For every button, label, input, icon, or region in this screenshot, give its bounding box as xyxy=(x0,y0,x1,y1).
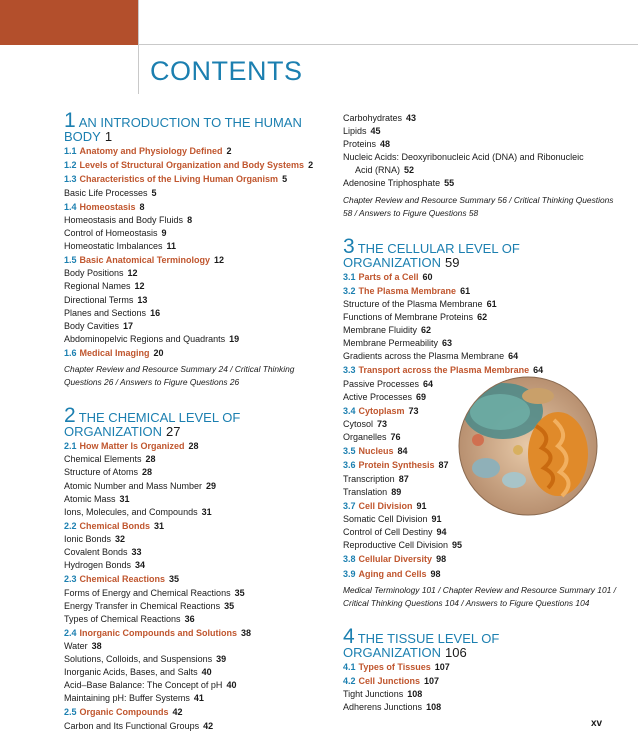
section-number: 4.1 xyxy=(343,661,356,672)
entry-page: 12 xyxy=(134,281,145,292)
toc-entry[interactable] xyxy=(64,453,332,466)
chapter-page: 1 xyxy=(104,129,113,144)
entry-page: 45 xyxy=(370,126,381,137)
entry-title: Body Cavities xyxy=(64,320,120,331)
section-page: 64 xyxy=(533,365,544,376)
section-title: Nucleus xyxy=(358,446,394,457)
section-page: 2 xyxy=(226,146,232,156)
entry-page: 64 xyxy=(508,351,519,362)
section-title: Chemical Reactions xyxy=(79,574,166,585)
chapter-heading[interactable] xyxy=(64,109,332,144)
entry-page: 73 xyxy=(377,419,388,430)
section-title: Parts of a Cell xyxy=(358,271,419,282)
toc-section-entry[interactable] xyxy=(64,346,332,360)
chapter-heading[interactable] xyxy=(64,404,332,440)
entry-page: 89 xyxy=(391,486,402,497)
entry-page: 64 xyxy=(423,378,434,389)
section-page: 20 xyxy=(153,347,164,358)
entry-page: 31 xyxy=(119,493,130,504)
entry-page: 38 xyxy=(91,641,102,651)
section-number: 3.3 xyxy=(343,365,356,376)
entry-page: 9 xyxy=(161,228,167,238)
section-title: The Plasma Membrane xyxy=(358,285,457,296)
entry-title: Regional Names xyxy=(64,281,131,292)
entry-title: Proteins xyxy=(343,139,377,150)
section-page: 35 xyxy=(169,574,180,585)
section-page: 60 xyxy=(422,271,433,282)
section-page: 5 xyxy=(282,174,288,185)
entry-title: Chemical Elements xyxy=(64,454,142,465)
entry-title: Membrane Fluidity xyxy=(343,325,418,336)
entry-title: Atomic Number and Mass Number xyxy=(64,480,203,491)
chapter-title: THE CHEMICAL LEVEL OF ORGANIZATION xyxy=(64,410,241,440)
entry-title: Forms of Energy and Chemical Reactions xyxy=(64,587,231,598)
toc-entry-list xyxy=(343,112,623,191)
toc-left-column xyxy=(64,109,332,733)
section-page: 31 xyxy=(154,520,165,531)
entry-title: Hydrogen Bonds xyxy=(64,560,132,571)
entry-page: 33 xyxy=(131,547,142,558)
spacer xyxy=(343,220,623,238)
spacer xyxy=(343,610,623,628)
entry-page: 69 xyxy=(416,391,427,402)
entry-title: Control of Homeostasis xyxy=(64,228,158,238)
entry-title: Water xyxy=(64,641,88,651)
toc-entry-list xyxy=(343,660,623,715)
section-title: Organic Compounds xyxy=(79,707,169,718)
entry-title: Covalent Bonds xyxy=(64,547,128,558)
toc-entry[interactable] xyxy=(343,324,623,337)
entry-page: 42 xyxy=(203,720,214,731)
page-title: CONTENTS xyxy=(150,56,303,86)
chapter-number: 1 xyxy=(64,109,76,132)
entry-page: 19 xyxy=(229,333,240,344)
entry-title: Somatic Cell Division xyxy=(343,514,428,525)
corner-color-block xyxy=(0,0,138,45)
toc-entry[interactable] xyxy=(343,350,623,363)
chapter-title: THE CELLULAR LEVEL OF ORGANIZATION xyxy=(343,240,520,270)
entry-title: Atomic Mass xyxy=(64,493,116,504)
section-page: 98 xyxy=(436,554,447,565)
entry-title: Adenosine Triphosphate xyxy=(343,178,441,189)
chapter-heading[interactable] xyxy=(343,234,623,270)
toc-entry[interactable] xyxy=(64,466,332,479)
section-number: 1.2 xyxy=(64,160,77,171)
toc-section-entry[interactable] xyxy=(64,253,332,267)
toc-section-entry[interactable] xyxy=(343,660,623,674)
toc-entry[interactable] xyxy=(64,214,332,227)
spacer xyxy=(64,389,332,407)
entry-page: 13 xyxy=(137,294,148,305)
entry-title: Translation xyxy=(343,486,388,497)
toc-entry[interactable] xyxy=(64,679,332,692)
section-number: 2.4 xyxy=(64,627,77,638)
section-number: 3.1 xyxy=(343,271,356,282)
section-page: 73 xyxy=(408,405,419,416)
section-title: Cell Division xyxy=(358,500,413,511)
entry-title: Abdominopelvic Regions and Quadrants xyxy=(64,333,226,344)
entry-page: 32 xyxy=(115,534,126,545)
entry-title: Reproductive Cell Division xyxy=(343,540,449,551)
entry-title: Homeostasis and Body Fluids xyxy=(64,214,184,225)
entry-page: 40 xyxy=(201,667,212,678)
section-number: 1.3 xyxy=(64,174,77,185)
section-number: 1.4 xyxy=(64,201,77,212)
toc-entry[interactable] xyxy=(343,138,623,151)
entry-title: Transcription xyxy=(343,473,395,484)
entry-page: 39 xyxy=(216,654,227,665)
entry-page: 16 xyxy=(150,307,161,318)
section-page: 98 xyxy=(430,568,441,579)
section-number: 3.5 xyxy=(343,446,356,457)
entry-title: Passive Processes xyxy=(343,378,420,389)
entry-page: 31 xyxy=(201,506,212,517)
toc-entry[interactable] xyxy=(64,559,332,572)
chapter-title: AN INTRODUCTION TO THE HUMAN BODY xyxy=(64,115,302,144)
toc-entry[interactable] xyxy=(64,267,332,280)
entry-page: 94 xyxy=(436,527,447,538)
entry-title: Homeostatic Imbalances xyxy=(64,241,163,252)
toc-entry[interactable] xyxy=(64,546,332,559)
toc-section-entry[interactable] xyxy=(343,567,623,581)
section-title: Anatomy and Physiology Defined xyxy=(79,146,223,156)
toc-section-entry[interactable] xyxy=(343,284,623,298)
entry-title: Structure of the Plasma Membrane xyxy=(343,298,483,309)
section-number: 3.7 xyxy=(343,500,356,511)
toc-entry[interactable] xyxy=(64,227,332,240)
section-title: Transport across the Plasma Membrane xyxy=(358,365,530,376)
toc-entry-list xyxy=(64,439,332,733)
entry-title: Structure of Atoms xyxy=(64,467,139,478)
section-page: 38 xyxy=(241,627,252,638)
section-number: 3.6 xyxy=(343,460,356,471)
toc-entry[interactable] xyxy=(64,280,332,293)
chapter-summary: Medical Terminology 101 / Chapter Review and Resource Summary 101 / Critical Thinking Questions 104 / Answers to Figure Questions 104 xyxy=(343,584,616,608)
entry-title: Directional Terms xyxy=(64,294,134,305)
toc-entry[interactable] xyxy=(64,692,332,705)
toc-entry[interactable] xyxy=(64,187,332,200)
toc-entry[interactable] xyxy=(343,177,623,190)
toc-entry[interactable] xyxy=(343,701,623,714)
section-page: 12 xyxy=(214,255,225,266)
entry-page: 48 xyxy=(380,139,391,150)
section-title: Types of Tissues xyxy=(358,661,431,672)
section-number: 3.4 xyxy=(343,405,356,416)
section-number: 2.2 xyxy=(64,520,77,531)
entry-title: Ions, Molecules, and Compounds xyxy=(64,506,198,517)
section-page: 8 xyxy=(139,201,145,212)
entry-page: 52 xyxy=(404,165,415,176)
entry-title: Carbon and Its Functional Groups xyxy=(64,720,200,731)
toc-entry[interactable] xyxy=(64,294,332,307)
section-page: 84 xyxy=(397,446,408,457)
entry-title: Planes and Sections xyxy=(64,307,147,318)
section-title: Cell Junctions xyxy=(358,675,421,686)
section-page: 28 xyxy=(188,441,199,452)
section-page: 61 xyxy=(460,285,471,296)
toc-section-entry[interactable] xyxy=(64,200,332,214)
toc-entry[interactable] xyxy=(343,337,623,350)
section-number: 1.1 xyxy=(64,146,77,156)
entry-page: 40 xyxy=(226,680,237,691)
toc-entry[interactable] xyxy=(343,311,623,324)
entry-title: Active Processes xyxy=(343,391,413,402)
entry-page: 108 xyxy=(407,689,423,700)
toc-entry[interactable] xyxy=(343,526,623,539)
entry-title: Lipids xyxy=(343,126,367,137)
entry-page: 41 xyxy=(193,693,204,704)
entry-page: 87 xyxy=(398,473,409,484)
entry-title: Body Positions xyxy=(64,268,124,279)
section-title: Medical Imaging xyxy=(79,347,150,358)
toc-entry[interactable] xyxy=(343,164,623,177)
section-number: 2.5 xyxy=(64,707,77,718)
entry-title: Adherens Junctions xyxy=(343,702,423,713)
section-page: 91 xyxy=(416,500,427,511)
toc-entry[interactable] xyxy=(64,587,332,600)
entry-title: Membrane Permeability xyxy=(343,338,439,349)
section-title: Basic Anatomical Terminology xyxy=(79,255,211,266)
toc-entry[interactable] xyxy=(343,298,623,311)
entry-page: 61 xyxy=(486,298,497,309)
entry-page: 29 xyxy=(206,480,217,491)
page-number: xv xyxy=(591,718,603,729)
entry-page: 108 xyxy=(426,702,442,713)
toc-section-entry[interactable] xyxy=(64,705,332,719)
entry-title: Carbohydrates xyxy=(343,113,403,123)
entry-title: Maintaining pH: Buffer Systems xyxy=(64,693,190,704)
entry-page: 12 xyxy=(127,268,138,279)
toc-section-entry[interactable] xyxy=(64,572,332,586)
toc-entry[interactable] xyxy=(64,613,332,626)
section-number: 3.2 xyxy=(343,285,356,296)
entry-title: Organelles xyxy=(343,432,387,443)
entry-title: Nucleic Acids: Deoxyribonucleic Acid (DNA) and Ribonucleic xyxy=(343,152,584,163)
entry-title: Functions of Membrane Proteins xyxy=(343,312,474,323)
toc-section-entry[interactable] xyxy=(64,626,332,640)
section-title: Chemical Bonds xyxy=(79,520,151,531)
cell-illustration xyxy=(458,376,598,516)
entry-page: 17 xyxy=(123,320,134,331)
entry-title: Types of Chemical Reactions xyxy=(64,613,181,624)
toc-entry[interactable] xyxy=(64,640,332,653)
entry-page: 35 xyxy=(234,587,245,598)
toc-entry-list xyxy=(64,144,332,360)
entry-page: 34 xyxy=(135,560,146,571)
section-number: 1.5 xyxy=(64,255,77,266)
chapter-summary: Chapter Review and Resource Summary 24 / Critical Thinking Questions 26 / Answers to Figure Questions 26 xyxy=(64,364,295,388)
toc-section-entry[interactable] xyxy=(343,552,623,566)
toc-entry[interactable] xyxy=(64,480,332,493)
chapter-page: 59 xyxy=(444,254,460,270)
section-title: Protein Synthesis xyxy=(358,460,435,471)
section-title: Cellular Diversity xyxy=(358,554,433,565)
entry-page: 95 xyxy=(452,540,463,551)
entry-title: Solutions, Colloids, and Suspensions xyxy=(64,654,213,665)
entry-page: 55 xyxy=(444,178,455,189)
chapter-number: 2 xyxy=(64,404,76,428)
toc-entry[interactable] xyxy=(343,151,623,164)
toc-entry[interactable] xyxy=(64,333,332,346)
section-number: 2.1 xyxy=(64,441,77,452)
toc-entry[interactable] xyxy=(343,125,623,138)
section-title: Aging and Cells xyxy=(358,568,427,579)
entry-title: Gradients across the Plasma Membrane xyxy=(343,351,505,362)
entry-page: 91 xyxy=(431,514,442,525)
entry-title: Basic Life Processes xyxy=(64,187,148,198)
section-page: 107 xyxy=(424,675,440,686)
entry-page: 62 xyxy=(421,325,432,336)
toc-entry[interactable] xyxy=(64,533,332,546)
toc-section-entry[interactable] xyxy=(64,519,332,533)
toc-entry[interactable] xyxy=(343,539,623,552)
toc-entry[interactable] xyxy=(64,666,332,679)
entry-page: 11 xyxy=(166,241,177,252)
section-page: 107 xyxy=(434,661,450,672)
toc-section-entry[interactable] xyxy=(64,158,332,172)
toc-entry[interactable] xyxy=(64,506,332,519)
entry-page: 36 xyxy=(184,613,195,624)
section-number: 3.8 xyxy=(343,554,356,565)
chapter-page: 106 xyxy=(444,644,467,660)
toc-entry[interactable] xyxy=(64,600,332,613)
chapter-heading[interactable] xyxy=(343,624,623,660)
section-number: 2.3 xyxy=(64,574,77,585)
entry-page: 43 xyxy=(406,113,417,123)
toc-entry[interactable] xyxy=(64,493,332,506)
entry-title: Acid–Base Balance: The Concept of pH xyxy=(64,680,223,691)
section-number: 4.2 xyxy=(343,675,356,686)
header-rule xyxy=(138,44,638,45)
entry-page: 8 xyxy=(187,214,193,225)
section-title: Characteristics of the Living Human Organism xyxy=(79,174,279,185)
section-page: 2 xyxy=(308,160,314,171)
section-title: Cytoplasm xyxy=(358,405,405,416)
section-number: 1.6 xyxy=(64,347,77,358)
section-title: Homeostasis xyxy=(79,201,136,212)
toc-section-entry[interactable] xyxy=(343,674,623,688)
toc-section-entry[interactable] xyxy=(343,270,623,284)
entry-title: Inorganic Acids, Bases, and Salts xyxy=(64,667,198,678)
entry-title: Acid (RNA) xyxy=(355,165,401,176)
toc-section-entry[interactable] xyxy=(64,172,332,186)
toc-entry[interactable] xyxy=(64,320,332,333)
section-title: Inorganic Compounds and Solutions xyxy=(79,627,238,638)
section-title: Levels of Structural Organization and Body Systems xyxy=(79,160,305,171)
chapter-summary: Chapter Review and Resource Summary 56 / Critical Thinking Questions 58 / Answers to Figure Questions 58 xyxy=(343,194,614,218)
entry-page: 35 xyxy=(224,600,235,611)
toc-entry[interactable] xyxy=(343,112,623,125)
entry-page: 76 xyxy=(390,432,401,443)
toc-section-entry[interactable] xyxy=(64,144,332,158)
section-title: How Matter Is Organized xyxy=(79,441,185,452)
entry-page: 62 xyxy=(477,312,488,323)
section-page: 87 xyxy=(438,460,449,471)
chapter-number: 4 xyxy=(343,624,355,648)
toc-entry[interactable] xyxy=(343,688,623,701)
header-vertical-rule xyxy=(138,0,139,94)
toc-entry[interactable] xyxy=(64,653,332,666)
chapter-number: 3 xyxy=(343,234,355,258)
toc-section-entry[interactable] xyxy=(64,439,332,453)
chapter-title: THE TISSUE LEVEL OF ORGANIZATION xyxy=(343,630,500,660)
entry-page: 28 xyxy=(142,467,153,478)
entry-title: Cytosol xyxy=(343,419,374,430)
entry-page: 63 xyxy=(442,338,453,349)
toc-entry[interactable] xyxy=(64,307,332,320)
entry-page: 28 xyxy=(145,454,156,465)
entry-title: Energy Transfer in Chemical Reactions xyxy=(64,600,221,611)
toc-entry[interactable] xyxy=(64,240,332,253)
entry-title: Ionic Bonds xyxy=(64,534,112,545)
entry-page: 5 xyxy=(151,187,157,198)
entry-title: Control of Cell Destiny xyxy=(343,527,433,538)
section-number: 3.9 xyxy=(343,568,356,579)
entry-title: Tight Junctions xyxy=(343,689,404,700)
chapter-page: 27 xyxy=(165,424,181,440)
section-page: 42 xyxy=(172,707,183,718)
toc-entry[interactable] xyxy=(64,720,332,733)
